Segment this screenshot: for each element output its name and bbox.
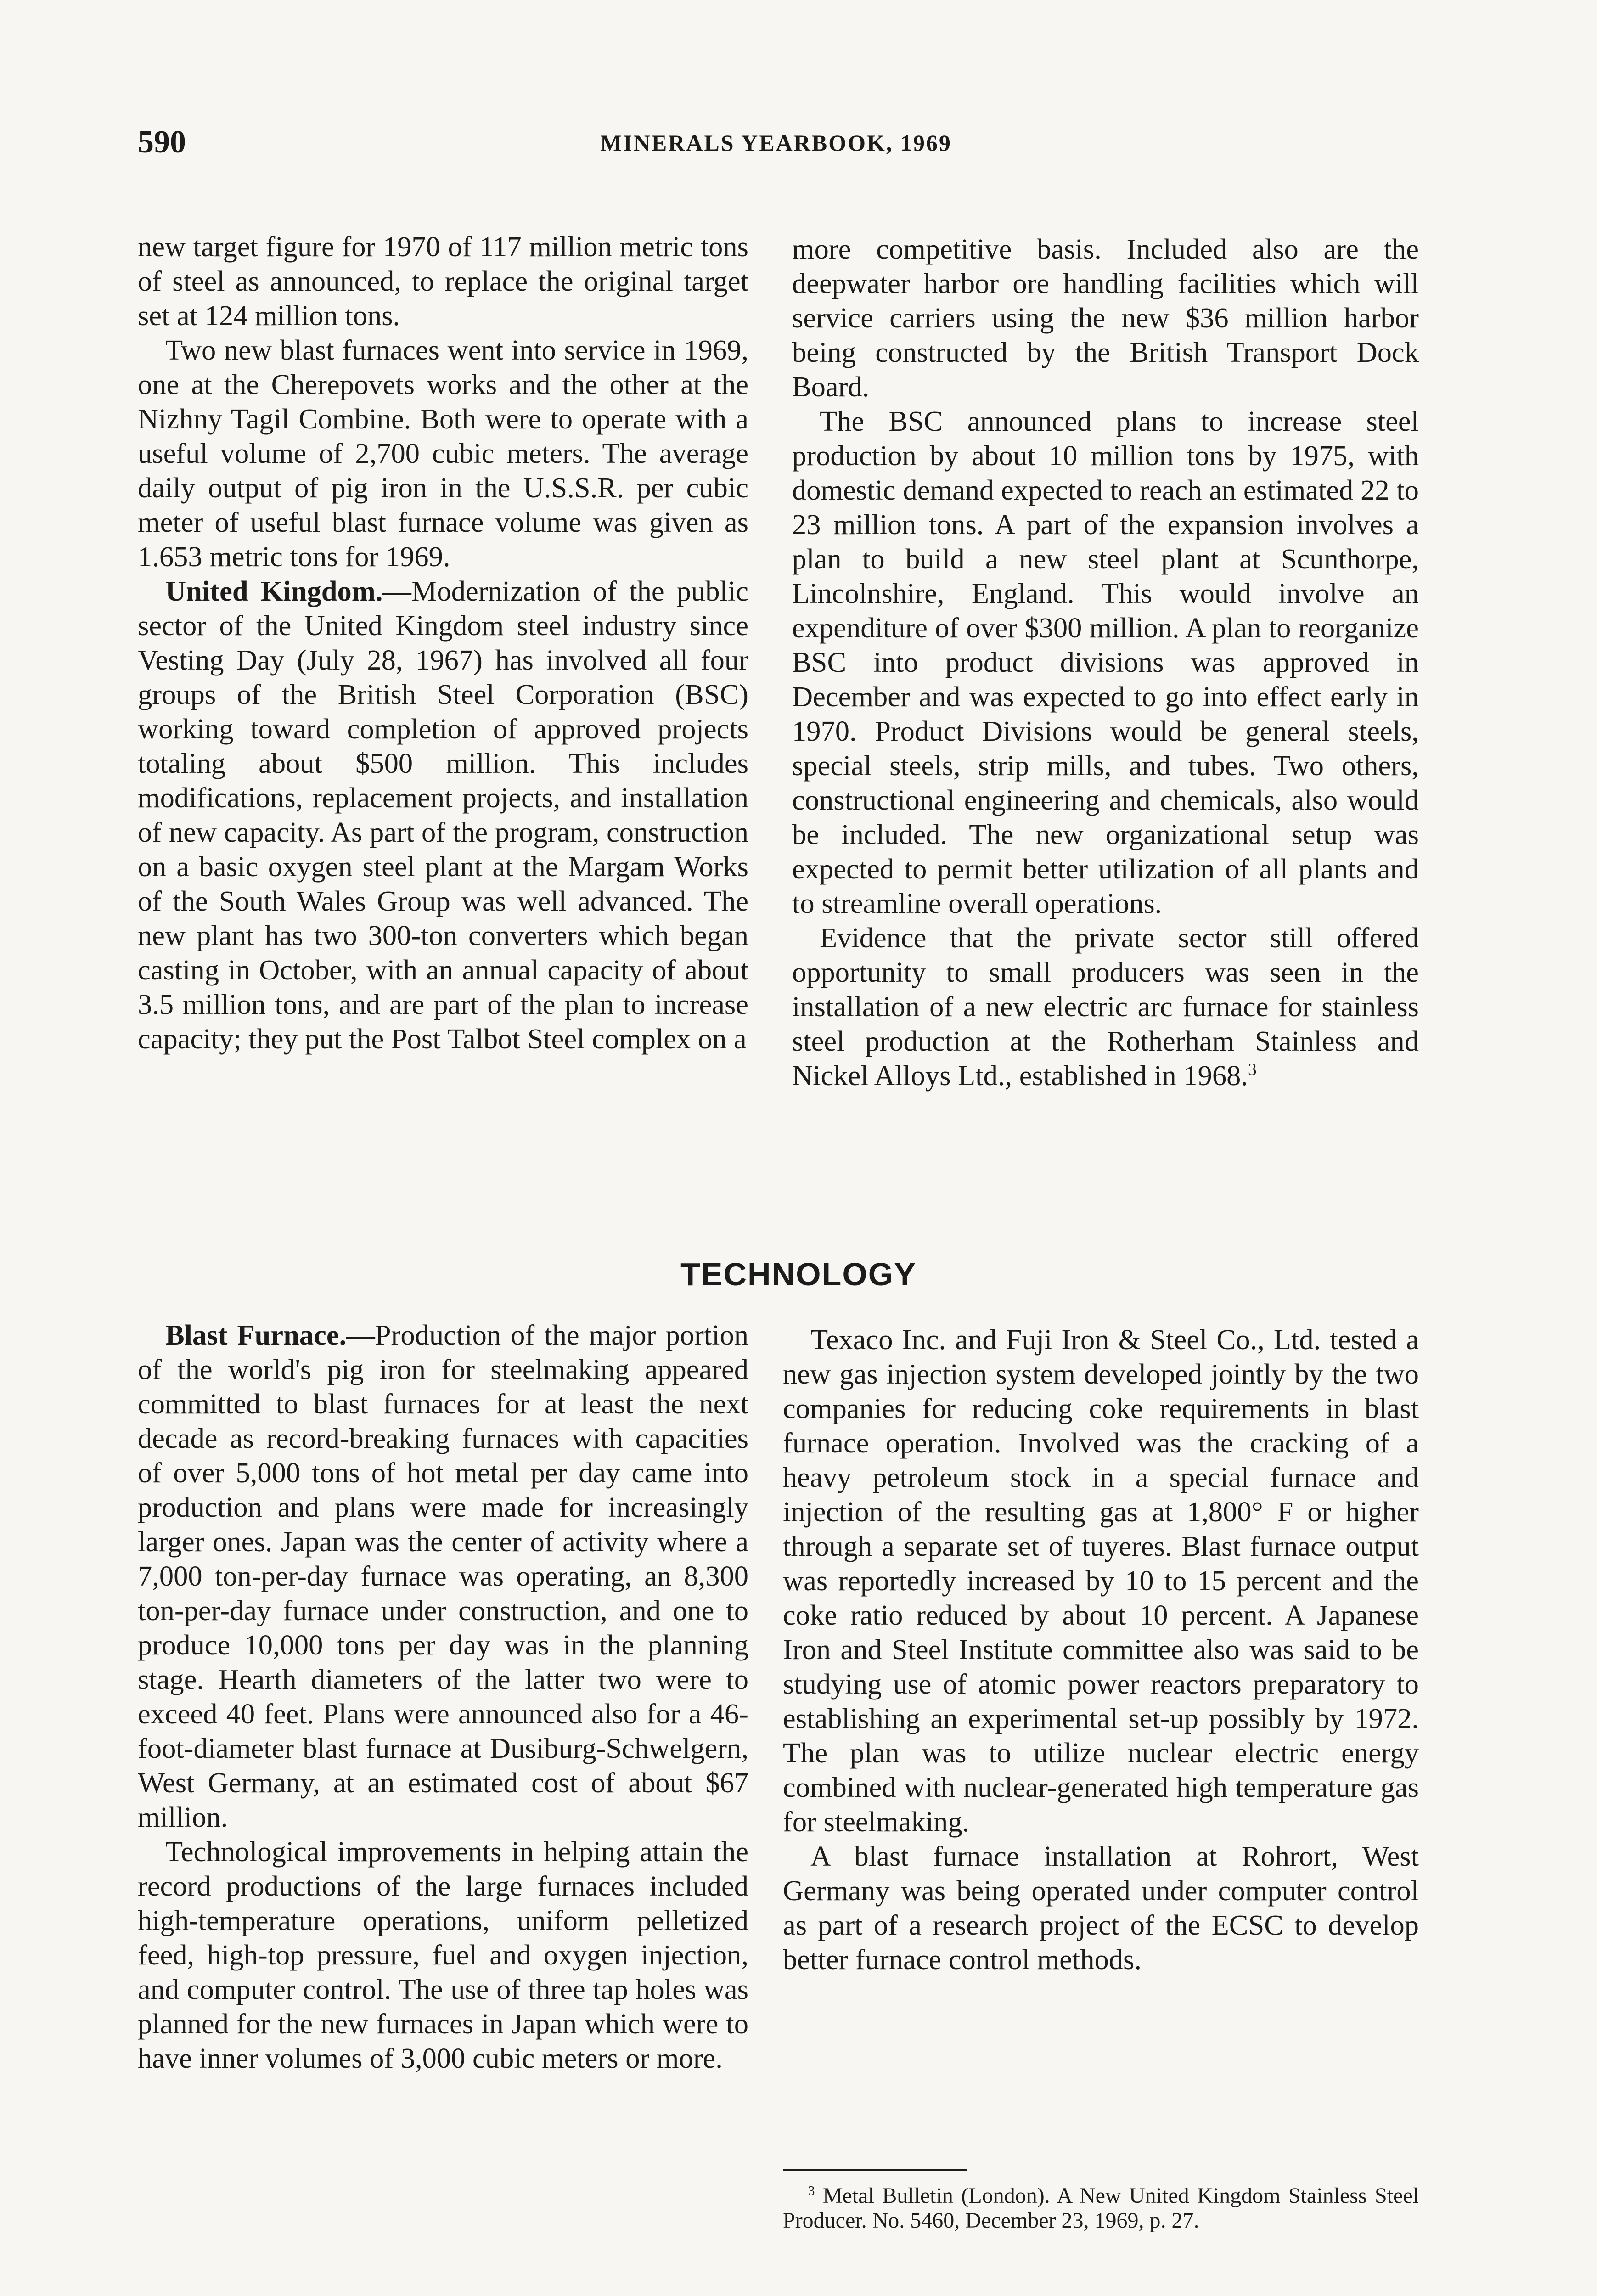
paragraph: new target figure for 1970 of 117 million metric tons of steel as announced, to replace the original target set at 124 million tons.	[138, 231, 748, 332]
paragraph: The BSC announced plans to increase steel production by about 10 million tons by 1975, with domestic demand expected to reach an estimated 22 to 23 million tons. A part of the expansion involves a plan to build a new steel plant at Scunthorpe, Lincolnshire, England. This would involve an expenditure of over $300 million. A plan to reorganize BSC into product divisions was approved in December and was expected to go into effect early in 1970. Product Divisions would be general steels, special steels, strip mills, and tubes. Two others, constructional engineering and chemicals, also would be included. The new organizational setup was expected to permit better utilization of all plants and to streamline overall operations.	[792, 405, 1419, 919]
paragraph: more competitive basis. Included also are the deepwater harbor ore handling facilities which will service carriers using the new $36 million harbor being constructed by the British Transport Dock Board.	[792, 233, 1419, 403]
page-number: 590	[138, 124, 186, 160]
footnote-rule	[783, 2169, 967, 2171]
paragraph	[792, 921, 1419, 1093]
section-heading: TECHNOLOGY	[680, 1256, 917, 1292]
paragraph: Texaco Inc. and Fuji Iron & Steel Co., Ltd. tested a new gas injection system developed jointly by the two companies for reducing coke requirements in blast furnace operation. Involved was the cracking of a heavy petroleum stock in a special furnace and injection of the resulting gas at 1,800° F or higher through a separate set of tuyeres. Blast furnace output was reportedly increased by 10 to 15 percent and the coke ratio reduced by about 10 percent. A Japanese Iron and Steel Institute committee also was said to be studying use of atomic power reactors preparatory to establishing an experimental set-up possibly by 1972. The plan was to utilize nuclear electric energy combined with nuclear-generated high temperature gas for steelmaking.	[783, 1323, 1419, 1838]
footnote	[783, 2183, 1419, 2233]
bottom-right-column	[783, 1322, 1419, 1977]
footnote-mark: 3	[808, 2183, 815, 2198]
running-head: MINERALS YEARBOOK, 1969	[600, 130, 952, 156]
top-left-column	[138, 230, 748, 1056]
paragraph	[138, 574, 748, 1056]
paragraph: Two new blast furnaces went into service in 1969, one at the Cherepovets works and the other at the Nizhny Tagil Combine. Both were to operate with a useful volume of 2,700 cubic meters. The average daily output of pig iron in the U.S.S.R. per cubic meter of useful blast furnace volume was given as 1.653 metric tons for 1969.	[138, 334, 748, 573]
paragraph-text: —Modernization of the public sector of the United Kingdom steel industry since Vesting Day (July 28, 1967) has involved all four groups of the British Steel Corporation (BSC) working toward completion of approved projects totaling about $500 million. This includes modifications, replacement projects, and installation of new capacity. As part of the program, construction on a basic oxygen steel plant at the Margam Works of the South Wales Group was well advanced. The new plant has two 300-ton converters which began casting in October, with an annual capacity of about 3.5 million tons, and are part of the plan to increase capacity; they put the Post Talbot Steel complex on a	[138, 575, 748, 1055]
paragraph	[138, 1318, 748, 1835]
bottom-left-column	[138, 1318, 748, 2076]
paragraph-text: —Production of the major portion of the world's pig iron for steelmaking appeared committed to blast furnaces for at least the next decade as record-breaking furnaces with capacities of over 5,000 tons of hot metal per day came into production and plans were made for increasingly larger ones. Japan was the center of activity where a 7,000 ton-per-day furnace was operating, an 8,300 ton-per-day furnace under construction, and one to produce 10,000 tons per day was in the planning stage. Hearth diameters of the latter two were to exceed 40 feet. Plans were announced also for a 46-foot-diameter blast furnace at Dusiburg-Schwelgern, West Germany, at an estimated cost of about $67 million.	[138, 1319, 748, 1833]
paragraph: Technological improvements in helping attain the record productions of the large furnaces included high-temperature operations, uniform pelletized feed, high-top pressure, fuel and oxygen injection, and computer control. The use of three tap holes was planned for the new furnaces in Japan which were to have inner volumes of 3,000 cubic meters or more.	[138, 1835, 748, 2074]
run-in-heading: United Kingdom.	[165, 575, 383, 607]
footnote-reference: 3	[1248, 1060, 1257, 1080]
run-in-heading: Blast Furnace.	[165, 1319, 347, 1351]
page-header	[138, 124, 1414, 170]
footnote-text: Metal Bulletin (London). A New United Kingdom Stainless Steel Producer. No. 5460, December 23, 1969, p. 27.	[783, 2183, 1419, 2233]
paragraph: A blast furnace installation at Rohrort, West Germany was being operated under computer control as part of a research project of the ECSC to develop better furnace control methods.	[783, 1840, 1419, 1975]
paragraph-text: Evidence that the private sector still offered opportunity to small producers was seen in the installation of a new electric arc furnace for stainless steel production at the Rotherham Stainless and Nickel Alloys Ltd., established in 1968.	[792, 922, 1419, 1092]
top-right-column	[792, 232, 1419, 1093]
